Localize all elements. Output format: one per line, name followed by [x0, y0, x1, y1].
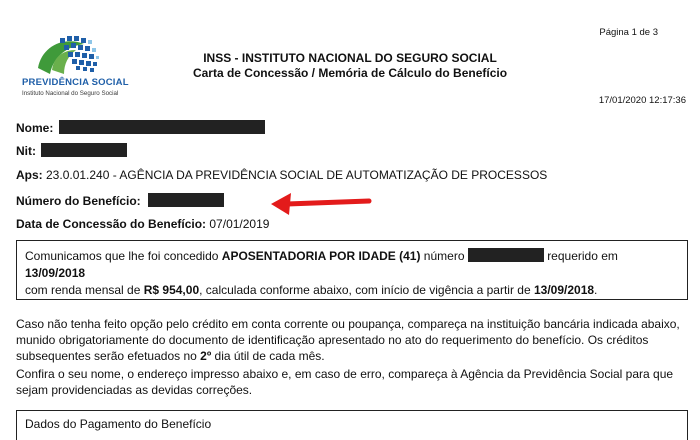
notice-text-1: Comunicamos que lhe foi concedido	[25, 249, 222, 263]
payment-box-title: Dados do Pagamento do Benefício	[25, 417, 212, 431]
document-subtitle: Carta de Concessão / Memória de Cálculo do Benefício	[192, 66, 508, 80]
monthly-amount: R$ 954,00	[143, 283, 200, 297]
aps-value: 23.0.01.240 - AGÊNCIA DA PREVIDÊNCIA SOCIAL DE AUTOMATIZAÇÃO DE PROCESSOS	[42, 168, 548, 182]
notice-text-2: número	[420, 249, 465, 263]
redacted-benefit-number-2	[468, 248, 544, 262]
nome-label: Nome:	[16, 121, 54, 135]
field-nome	[16, 120, 265, 135]
instructions-text-1c: dia útil de cada mês.	[211, 349, 325, 363]
instructions-paragraph-1	[16, 316, 692, 364]
notice-text-3: requerido em	[547, 249, 618, 263]
field-nit	[16, 143, 127, 158]
instructions-text-1a: Caso não tenha feito opção pelo crédito em conta corrente ou poupança, compareça na instituição bancária indicada abaixo, munido obrigatoriamente do documento de identificação apresentado no ato do requerimento do benefício. Os créditos subsequentes serão efetuados no	[16, 317, 680, 363]
aps-label: Aps:	[16, 168, 43, 182]
redacted-name	[59, 120, 265, 134]
notice-text-4: com renda mensal de	[25, 283, 144, 297]
document-title: INSS - INSTITUTO NACIONAL DO SEGURO SOCIAL	[203, 51, 497, 65]
notice-text-6: .	[594, 283, 598, 297]
concessao-value: 07/01/2019	[206, 217, 270, 231]
concession-notice-box	[16, 240, 688, 300]
redacted-nit	[41, 143, 127, 157]
logo-title: PREVIDÊNCIA SOCIAL	[22, 77, 129, 88]
concessao-label: Data de Concessão do Benefício:	[16, 217, 207, 231]
start-date: 13/09/2018	[533, 283, 595, 297]
issue-datetime: 17/01/2020 12:17:36	[598, 95, 686, 106]
payment-data-box	[16, 410, 688, 440]
notice-text-5: , calculada conforme abaixo, com início de vigência a partir de	[199, 283, 534, 297]
logo-subtitle: Instituto Nacional do Seguro Social	[22, 90, 119, 97]
field-aps	[16, 168, 547, 182]
page-number: Página 1 de 3	[599, 27, 658, 38]
red-arrow-icon	[265, 190, 375, 216]
field-data-concessao	[16, 217, 269, 231]
nit-label: Nit:	[16, 144, 36, 158]
beneficio-label: Número do Benefício:	[16, 194, 141, 208]
redacted-benefit-number	[148, 193, 224, 207]
business-day: 2º	[200, 349, 212, 363]
request-date: 13/09/2018	[25, 266, 86, 280]
field-beneficio	[16, 193, 224, 208]
benefit-type: APOSENTADORIA POR IDADE (41)	[221, 249, 421, 263]
instructions-paragraph-2: Confira o seu nome, o endereço impresso abaixo e, em caso de erro, compareça à Agência da Previdência Social para que sejam providenciadas as devidas correções.	[16, 367, 674, 397]
